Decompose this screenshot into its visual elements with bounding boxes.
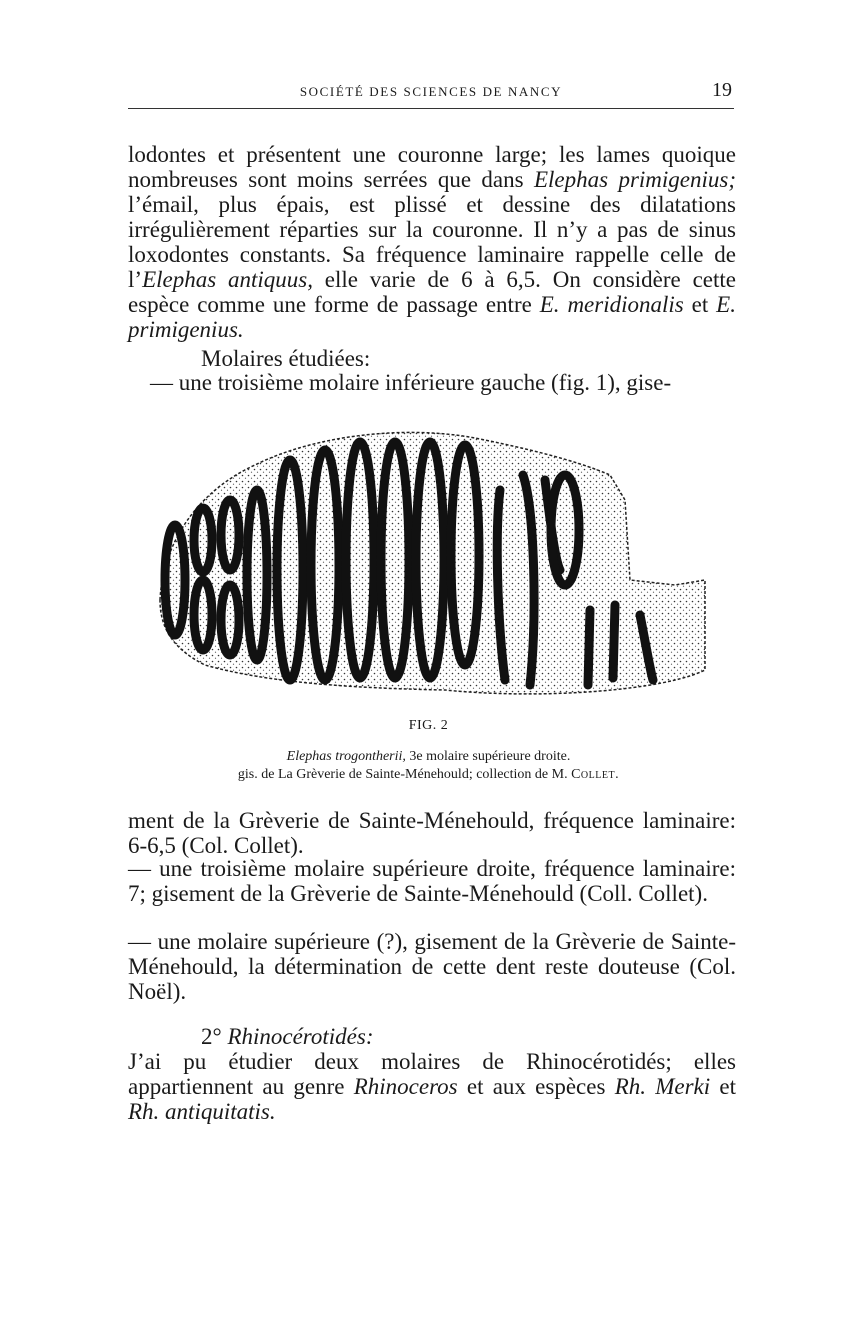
text-run: et aux espèces bbox=[457, 1074, 615, 1099]
species-name: Elephas antiquus, bbox=[142, 267, 313, 292]
species-name: Rh. antiquitatis. bbox=[128, 1099, 276, 1124]
paragraph-rhinoceros bbox=[128, 1049, 736, 1124]
species-name: E. primigenius. bbox=[128, 292, 736, 342]
journal-title: SOCIÉTÉ DES SCIENCES DE NANCY bbox=[299, 84, 563, 99]
text-run: et bbox=[683, 292, 717, 317]
paragraph-third-molar: — une molaire supérieure (?), gisement de la Grèverie de Sainte-Ménehould, la détermination de cette dent reste douteuse (Col. Noël). bbox=[128, 929, 736, 1004]
text-run: l’émail, plus épais, est plissé et dessine des dilatations irrégulièrement réparties sur la couronne. Il n’y a pas de sinus loxodontes constants. Sa fréquence laminaire rappelle celle de l’ bbox=[128, 192, 736, 292]
molar-drawing-figure bbox=[145, 420, 720, 710]
text-run: J’ai pu étudier deux molaires de Rhinocérotidés; elles appartiennent au genre bbox=[128, 1049, 736, 1099]
caption-text: 3e molaire supérieure droite. bbox=[405, 749, 571, 764]
text-run: lodontes et présentent une couronne large; les lames quoique nombreuses sont moins serrées que dans bbox=[128, 142, 736, 192]
section-heading-rhinocerotides bbox=[201, 1024, 374, 1049]
paragraph-elephas-description bbox=[128, 142, 736, 342]
text-run: et bbox=[710, 1074, 737, 1099]
section-number: 2° bbox=[201, 1024, 228, 1049]
text-run: elle varie de 6 à 6,5. On considère cette espèce comme une forme de passage entre bbox=[128, 267, 736, 317]
genus-name: Rhinoceros bbox=[353, 1074, 458, 1099]
species-name: Elephas primigenius; bbox=[533, 167, 737, 192]
species-name: Rh. Merki bbox=[614, 1074, 711, 1099]
page-number: 19 bbox=[712, 79, 732, 101]
running-header bbox=[128, 78, 734, 109]
figure-caption-line2 bbox=[0, 767, 857, 783]
paragraph-second-molar: — une troisième molaire supérieure droite, fréquence laminaire: 7; gisement de la Grèverie de Sainte-Ménehould (Coll. Collet). bbox=[128, 856, 736, 906]
list-item-first-molar: — une troisième molaire inférieure gauche (fig. 1), gise- bbox=[150, 370, 672, 395]
caption-text: gis. de La Grèverie de Sainte-Ménehould; collection de M. bbox=[237, 767, 572, 782]
section-title: Rhinocérotidés: bbox=[227, 1024, 374, 1049]
studied-molars-heading: Molaires étudiées: bbox=[201, 346, 371, 371]
caption-species: Elephas trogontherii, bbox=[286, 749, 406, 764]
figure-label: FIG. 2 bbox=[408, 718, 449, 733]
paragraph-first-molar-continued: ment de la Grèverie de Sainte-Ménehould, fréquence laminaire: 6-6,5 (Col. Collet). bbox=[128, 808, 736, 858]
species-name: E. meridionalis bbox=[539, 292, 684, 317]
molar-crown-outline bbox=[160, 432, 705, 694]
figure-caption-line1 bbox=[0, 749, 857, 765]
caption-collector: Collet. bbox=[571, 767, 620, 782]
